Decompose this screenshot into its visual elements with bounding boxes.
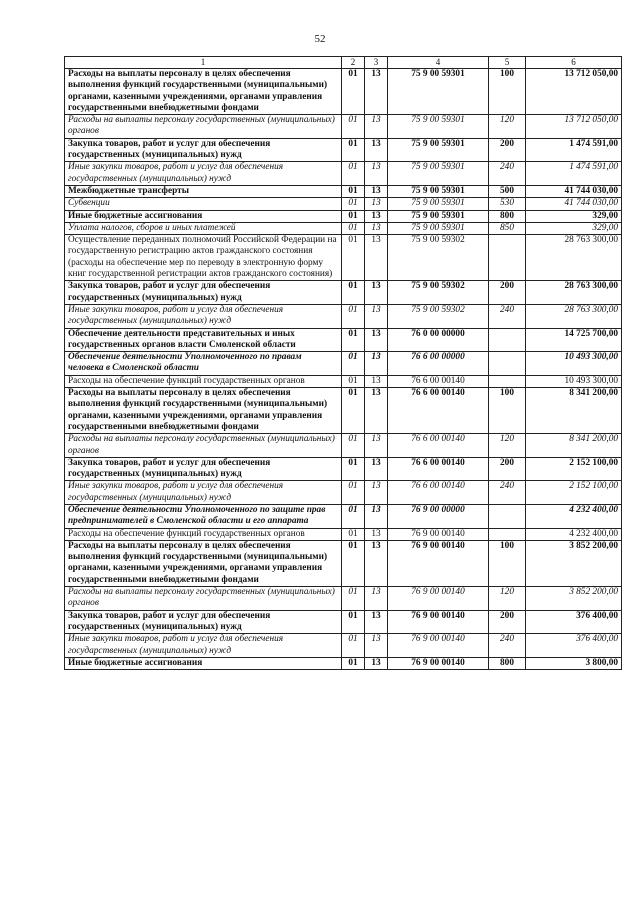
amount-cell: 1 474 591,00 <box>526 162 622 186</box>
page-number: 52 <box>314 33 326 45</box>
amount-cell: 376 400,00 <box>526 634 622 658</box>
subsection-code-cell: 13 <box>365 222 388 234</box>
amount-cell: 41 744 030,00 <box>526 185 622 197</box>
subsection-code-cell: 13 <box>365 352 388 376</box>
expense-name-cell: Закупка товаров, работ и услуг для обеспечения государственных (муниципальных) нужд <box>65 610 342 634</box>
target-article-cell: 76 6 00 00140 <box>388 434 489 458</box>
section-code-cell: 01 <box>342 115 365 139</box>
expense-type-cell: 120 <box>489 587 526 611</box>
expense-type-cell: 530 <box>489 198 526 210</box>
target-article-cell: 76 9 00 00140 <box>388 528 489 540</box>
subsection-code-cell: 13 <box>365 185 388 197</box>
expense-name-cell: Обеспечение деятельности представительных и иных государственных органов власти Смоленской области <box>65 328 342 352</box>
header-cell: 5 <box>489 57 526 69</box>
table-row <box>65 634 622 658</box>
target-article-cell: 76 6 00 00140 <box>388 388 489 434</box>
expense-name-cell: Иные закупки товаров, работ и услуг для обеспечения государственных (муниципальных) нужд <box>65 162 342 186</box>
table-row <box>65 352 622 376</box>
subsection-code-cell: 13 <box>365 481 388 505</box>
budget-table <box>64 56 622 670</box>
expense-name-cell: Иные бюджетные ассигнования <box>65 210 342 222</box>
amount-cell: 3 800,00 <box>526 657 622 669</box>
subsection-code-cell: 13 <box>365 375 388 387</box>
expense-name-cell: Закупка товаров, работ и услуг для обеспечения государственных (муниципальных) нужд <box>65 281 342 305</box>
table-row <box>65 481 622 505</box>
expense-type-cell: 850 <box>489 222 526 234</box>
expense-name-cell: Расходы на выплаты персоналу государственных (муниципальных) органов <box>65 587 342 611</box>
target-article-cell: 76 9 00 00140 <box>388 657 489 669</box>
target-article-cell: 76 6 00 00140 <box>388 481 489 505</box>
section-code-cell: 01 <box>342 69 365 115</box>
subsection-code-cell: 13 <box>365 540 388 586</box>
expense-name-cell: Межбюджетные трансферты <box>65 185 342 197</box>
subsection-code-cell: 13 <box>365 434 388 458</box>
expense-type-cell: 240 <box>489 162 526 186</box>
expense-name-cell: Иные бюджетные ассигнования <box>65 657 342 669</box>
target-article-cell: 76 6 00 00000 <box>388 352 489 376</box>
subsection-code-cell: 13 <box>365 328 388 352</box>
expense-type-cell: 240 <box>489 304 526 328</box>
amount-cell: 28 763 300,00 <box>526 304 622 328</box>
subsection-code-cell: 13 <box>365 235 388 281</box>
table-row <box>65 185 622 197</box>
expense-type-cell: 100 <box>489 69 526 115</box>
section-code-cell: 01 <box>342 481 365 505</box>
section-code-cell: 01 <box>342 388 365 434</box>
amount-cell: 8 341 200,00 <box>526 388 622 434</box>
amount-cell: 10 493 300,00 <box>526 352 622 376</box>
subsection-code-cell: 13 <box>365 198 388 210</box>
target-article-cell: 75 9 00 59301 <box>388 222 489 234</box>
expense-name-cell: Иные закупки товаров, работ и услуг для обеспечения государственных (муниципальных) нужд <box>65 304 342 328</box>
target-article-cell: 75 9 00 59301 <box>388 138 489 162</box>
section-code-cell: 01 <box>342 504 365 528</box>
subsection-code-cell: 13 <box>365 69 388 115</box>
subsection-code-cell: 13 <box>365 457 388 481</box>
expense-name-cell: Расходы на обеспечение функций государственных органов <box>65 375 342 387</box>
subsection-code-cell: 13 <box>365 115 388 139</box>
target-article-cell: 75 9 00 59302 <box>388 304 489 328</box>
table-row <box>65 434 622 458</box>
table-row <box>65 222 622 234</box>
section-code-cell: 01 <box>342 235 365 281</box>
section-code-cell: 01 <box>342 185 365 197</box>
amount-cell: 376 400,00 <box>526 610 622 634</box>
section-code-cell: 01 <box>342 198 365 210</box>
table-row <box>65 162 622 186</box>
expense-name-cell: Расходы на выплаты персоналу в целях обеспечения выполнения функций государственными (муниципальными) органами, казенными учреждениями, органами управления государственными внебюджетными фондами <box>65 388 342 434</box>
section-code-cell: 01 <box>342 304 365 328</box>
section-code-cell: 01 <box>342 434 365 458</box>
section-code-cell: 01 <box>342 375 365 387</box>
target-article-cell: 76 9 00 00140 <box>388 587 489 611</box>
target-article-cell: 76 9 00 00140 <box>388 634 489 658</box>
section-code-cell: 01 <box>342 138 365 162</box>
amount-cell: 13 712 050,00 <box>526 115 622 139</box>
expense-name-cell: Закупка товаров, работ и услуг для обеспечения государственных (муниципальных) нужд <box>65 138 342 162</box>
expense-type-cell: 240 <box>489 634 526 658</box>
amount-cell: 3 852 200,00 <box>526 540 622 586</box>
table-row <box>65 375 622 387</box>
target-article-cell: 75 9 00 59302 <box>388 281 489 305</box>
subsection-code-cell: 13 <box>365 587 388 611</box>
target-article-cell: 75 9 00 59301 <box>388 210 489 222</box>
amount-cell: 41 744 030,00 <box>526 198 622 210</box>
expense-name-cell: Расходы на выплаты персоналу государственных (муниципальных) органов <box>65 434 342 458</box>
amount-cell: 1 474 591,00 <box>526 138 622 162</box>
expense-type-cell <box>489 528 526 540</box>
header-cell: 6 <box>526 57 622 69</box>
expense-type-cell: 200 <box>489 610 526 634</box>
table-row <box>65 457 622 481</box>
expense-name-cell: Расходы на выплаты персоналу в целях обеспечения выполнения функций государственными (муниципальными) органами, казенными учреждениями, органами управления государственными внебюджетными фондами <box>65 540 342 586</box>
amount-cell: 28 763 300,00 <box>526 281 622 305</box>
section-code-cell: 01 <box>342 162 365 186</box>
expense-name-cell: Иные закупки товаров, работ и услуг для обеспечения государственных (муниципальных) нужд <box>65 634 342 658</box>
expense-type-cell: 120 <box>489 434 526 458</box>
expense-name-cell: Закупка товаров, работ и услуг для обеспечения государственных (муниципальных) нужд <box>65 457 342 481</box>
target-article-cell: 76 6 00 00140 <box>388 375 489 387</box>
section-code-cell: 01 <box>342 657 365 669</box>
expense-type-cell <box>489 235 526 281</box>
expense-type-cell: 120 <box>489 115 526 139</box>
table-row <box>65 69 622 115</box>
table-row <box>65 281 622 305</box>
expense-name-cell: Обеспечение деятельности Уполномоченного по защите прав предпринимателей в Смоленской области и его аппарата <box>65 504 342 528</box>
target-article-cell: 75 9 00 59301 <box>388 115 489 139</box>
table-row <box>65 328 622 352</box>
amount-cell: 13 712 050,00 <box>526 69 622 115</box>
amount-cell: 329,00 <box>526 210 622 222</box>
subsection-code-cell: 13 <box>365 210 388 222</box>
target-article-cell: 75 9 00 59301 <box>388 69 489 115</box>
amount-cell: 329,00 <box>526 222 622 234</box>
expense-name-cell: Обеспечение деятельности Уполномоченного по правам человека в Смоленской области <box>65 352 342 376</box>
table-row <box>65 528 622 540</box>
target-article-cell: 75 9 00 59302 <box>388 235 489 281</box>
subsection-code-cell: 13 <box>365 634 388 658</box>
section-code-cell: 01 <box>342 222 365 234</box>
target-article-cell: 76 0 00 00000 <box>388 328 489 352</box>
subsection-code-cell: 13 <box>365 388 388 434</box>
amount-cell: 3 852 200,00 <box>526 587 622 611</box>
table-row <box>65 587 622 611</box>
expense-type-cell: 240 <box>489 481 526 505</box>
header-cell: 2 <box>342 57 365 69</box>
target-article-cell: 76 6 00 00140 <box>388 457 489 481</box>
section-code-cell: 01 <box>342 540 365 586</box>
expense-type-cell: 800 <box>489 657 526 669</box>
section-code-cell: 01 <box>342 457 365 481</box>
target-article-cell: 76 9 00 00140 <box>388 610 489 634</box>
table-row <box>65 657 622 669</box>
amount-cell: 2 152 100,00 <box>526 481 622 505</box>
expense-name-cell: Расходы на обеспечение функций государственных органов <box>65 528 342 540</box>
section-code-cell: 01 <box>342 610 365 634</box>
section-code-cell: 01 <box>342 281 365 305</box>
expense-type-cell <box>489 504 526 528</box>
expense-name-cell: Расходы на выплаты персоналу в целях обеспечения выполнения функций государственными (муниципальными) органами, казенными учреждениями, органами управления государственными внебюджетными фондами <box>65 69 342 115</box>
subsection-code-cell: 13 <box>365 504 388 528</box>
amount-cell: 10 493 300,00 <box>526 375 622 387</box>
amount-cell: 4 232 400,00 <box>526 528 622 540</box>
expense-type-cell: 100 <box>489 540 526 586</box>
section-code-cell: 01 <box>342 210 365 222</box>
table-row <box>65 138 622 162</box>
subsection-code-cell: 13 <box>365 162 388 186</box>
target-article-cell: 75 9 00 59301 <box>388 185 489 197</box>
table-row <box>65 235 622 281</box>
expense-name-cell: Осуществление переданных полномочий Российской Федерации на государственную регистрацию актов гражданского состояния (расходы на обеспечение мер по переводу в электронную форму книг государственной регистрации актов гражданского состояния) <box>65 235 342 281</box>
expense-type-cell <box>489 375 526 387</box>
target-article-cell: 76 9 00 00140 <box>388 540 489 586</box>
expense-type-cell <box>489 352 526 376</box>
amount-cell: 14 725 700,00 <box>526 328 622 352</box>
expense-type-cell: 200 <box>489 138 526 162</box>
subsection-code-cell: 13 <box>365 610 388 634</box>
target-article-cell: 75 9 00 59301 <box>388 198 489 210</box>
section-code-cell: 01 <box>342 328 365 352</box>
table-row <box>65 304 622 328</box>
expense-type-cell: 200 <box>489 457 526 481</box>
expense-type-cell: 800 <box>489 210 526 222</box>
expense-type-cell: 200 <box>489 281 526 305</box>
amount-cell: 28 763 300,00 <box>526 235 622 281</box>
target-article-cell: 76 9 00 00000 <box>388 504 489 528</box>
amount-cell: 8 341 200,00 <box>526 434 622 458</box>
table-row <box>65 198 622 210</box>
table-row <box>65 210 622 222</box>
expense-name-cell: Субвенции <box>65 198 342 210</box>
subsection-code-cell: 13 <box>365 304 388 328</box>
expense-name-cell: Расходы на выплаты персоналу государственных (муниципальных) органов <box>65 115 342 139</box>
subsection-code-cell: 13 <box>365 657 388 669</box>
header-cell: 3 <box>365 57 388 69</box>
table-header-row <box>65 57 622 69</box>
subsection-code-cell: 13 <box>365 281 388 305</box>
section-code-cell: 01 <box>342 352 365 376</box>
expense-type-cell: 100 <box>489 388 526 434</box>
subsection-code-cell: 13 <box>365 528 388 540</box>
header-cell: 1 <box>65 57 342 69</box>
section-code-cell: 01 <box>342 634 365 658</box>
expense-type-cell <box>489 328 526 352</box>
table-row <box>65 504 622 528</box>
expense-name-cell: Иные закупки товаров, работ и услуг для обеспечения государственных (муниципальных) нужд <box>65 481 342 505</box>
subsection-code-cell: 13 <box>365 138 388 162</box>
table-row <box>65 388 622 434</box>
header-cell: 4 <box>388 57 489 69</box>
section-code-cell: 01 <box>342 528 365 540</box>
table-row <box>65 115 622 139</box>
amount-cell: 2 152 100,00 <box>526 457 622 481</box>
table-row <box>65 610 622 634</box>
target-article-cell: 75 9 00 59301 <box>388 162 489 186</box>
expense-name-cell: Уплата налогов, сборов и иных платежей <box>65 222 342 234</box>
table-row <box>65 540 622 586</box>
amount-cell: 4 232 400,00 <box>526 504 622 528</box>
expense-type-cell: 500 <box>489 185 526 197</box>
section-code-cell: 01 <box>342 587 365 611</box>
